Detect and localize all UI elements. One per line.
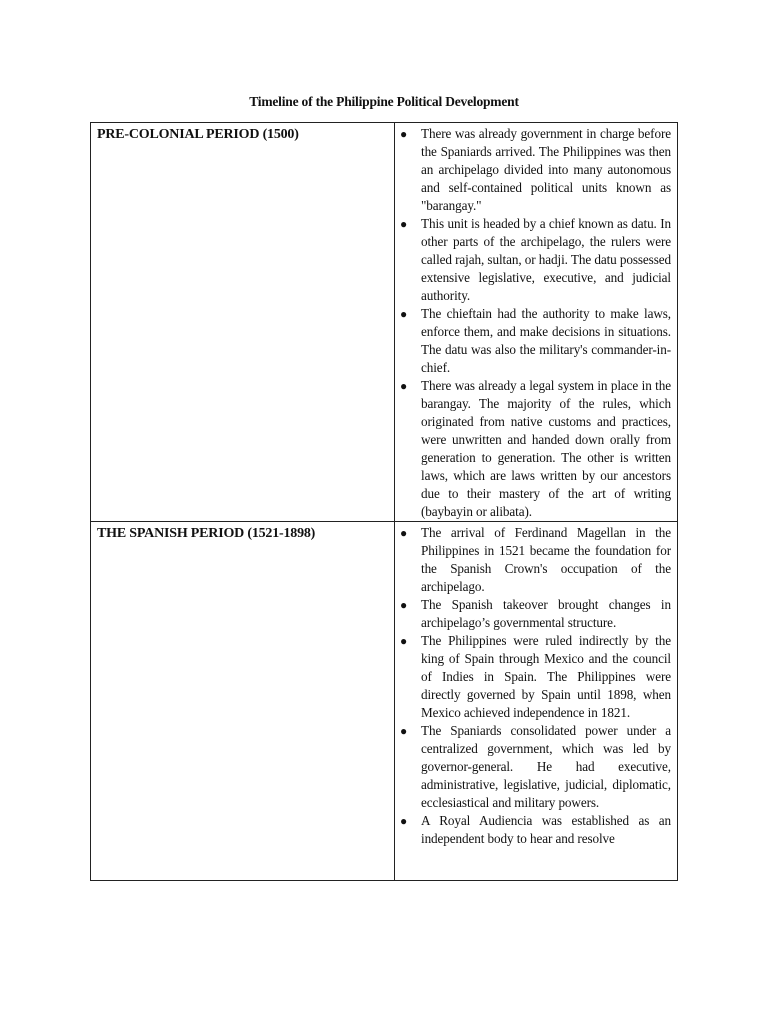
table-row <box>91 522 678 881</box>
list-item <box>400 125 671 215</box>
bullet-text: This unit is headed by a chief known as datu. In other parts of the archipelago, the rulers were called rajah, sultan, or hadji. The datu possessed extensive legislative, executive, and judicial authority. <box>421 216 671 303</box>
bullet-list <box>395 125 671 521</box>
bullet-text: There was already government in charge before the Spaniards arrived. The Philippines was then an archipelago divided into many autonomous and self-contained political units known as "barangay." <box>421 126 671 213</box>
list-item <box>400 377 671 521</box>
bullet-text: A Royal Audiencia was established as an independent body to hear and resolve <box>421 813 671 846</box>
list-item <box>400 722 671 812</box>
list-item <box>400 524 671 596</box>
bullet-icon: ● <box>400 724 408 738</box>
bullet-text: The arrival of Ferdinand Magellan in the Philippines in 1521 became the foundation for the Spanish Crown's occupation of the archipelago. <box>421 525 671 594</box>
list-item <box>400 632 671 722</box>
bullet-icon: ● <box>400 634 408 648</box>
bullet-icon: ● <box>400 307 408 321</box>
list-item <box>400 596 671 632</box>
document-title: Timeline of the Philippine Political Development <box>249 94 519 109</box>
list-item <box>400 305 671 377</box>
period-cell <box>91 522 395 881</box>
list-item <box>400 215 671 305</box>
bullet-icon: ● <box>400 814 408 828</box>
bullet-icon: ● <box>400 127 408 141</box>
bullets-cell <box>395 522 678 881</box>
bullet-icon: ● <box>400 379 408 393</box>
period-cell <box>91 123 395 522</box>
list-item <box>400 812 671 848</box>
bullet-text: The chieftain had the authority to make laws, enforce them, and make decisions in situations. The datu was also the military's commander-in-chief. <box>421 306 671 375</box>
period-name: THE SPANISH PERIOD (1521-1898) <box>97 526 316 541</box>
bullet-text: The Spanish takeover brought changes in archipelago’s governmental structure. <box>421 597 671 630</box>
bullet-icon: ● <box>400 598 408 612</box>
bullet-text: The Spaniards consolidated power under a centralized government, which was led by governor-general. He had executive, administrative, legislative, judicial, diplomatic, ecclesiastical and military powers. <box>421 723 671 810</box>
table-row <box>91 123 678 522</box>
period-name: PRE-COLONIAL PERIOD (1500) <box>97 127 299 142</box>
bullet-icon: ● <box>400 217 408 231</box>
bullet-icon: ● <box>400 526 408 540</box>
timeline-table <box>90 122 678 881</box>
bullet-text: There was already a legal system in place in the barangay. The majority of the rules, which originated from native customs and practices, were unwritten and handed down orally from generation to generation. The other is written laws, which are laws written by our ancestors due to their mastery of the art of writing (baybayin or alibata). <box>421 378 671 519</box>
bullet-text: The Philippines were ruled indirectly by the king of Spain through Mexico and the council of Indies in Spain. The Philippines were directly governed by Spain until 1898, when Mexico achieved independence in 1821. <box>421 633 671 720</box>
bullets-cell <box>395 123 678 522</box>
bullet-list <box>395 524 671 848</box>
